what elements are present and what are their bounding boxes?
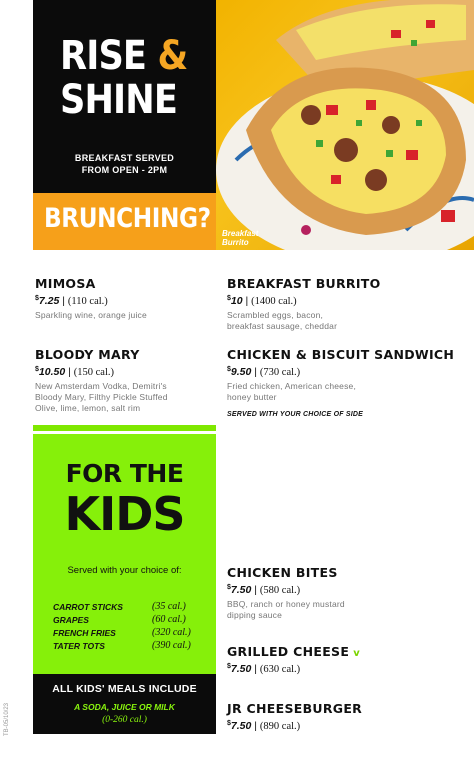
item-description [35, 310, 147, 321]
breakfast-burrito-photo [216, 0, 474, 250]
photo-caption [222, 229, 258, 247]
menu-item-grilled-cheese [227, 644, 360, 675]
item-name: GRILLED CHEESE [227, 644, 350, 659]
kids-includes-calories: (0-260 cal.) [102, 715, 147, 725]
item-name: CHICKEN & BISCUIT SANDWICH [227, 347, 455, 362]
currency-symbol: $ [227, 366, 231, 373]
menu-item-bloody-mary [35, 347, 168, 414]
item-price [227, 663, 360, 675]
item-description [227, 310, 381, 332]
description-line: Fried chicken, American cheese, [227, 381, 357, 391]
item-name: CHICKEN BITES [227, 565, 338, 580]
item-name: BLOODY MARY [35, 347, 140, 362]
side-calories: (320 cal.) [152, 627, 191, 638]
kids-includes-drinks: A SODA, JUICE OR MILK [74, 702, 175, 712]
description-line: breakfast sausage, cheddar [227, 321, 338, 331]
hero-title-line1: RISE [60, 33, 147, 79]
price-separator: | [245, 295, 249, 307]
price-separator: | [62, 295, 65, 307]
calorie-count: (730 cal.) [259, 367, 301, 378]
breakfast-hours-line2: FROM OPEN - 2PM [81, 165, 168, 175]
side-choice-note: SERVED WITH YOUR CHOICE OF SIDE [227, 411, 363, 418]
price-amount: 10 [230, 295, 243, 307]
price-separator: | [254, 663, 257, 675]
price-separator: | [68, 366, 71, 378]
item-price [35, 366, 168, 378]
side-row [53, 639, 203, 652]
side-name: TATER TOTS [53, 640, 105, 651]
breakfast-hours-line1: BREAKFAST SERVED [74, 153, 175, 163]
description-line: dipping sauce [227, 610, 283, 620]
description-line: Olive, lime, lemon, salt rim [35, 403, 141, 413]
item-description [227, 381, 454, 403]
kids-top-bar [33, 425, 216, 431]
price-separator: | [254, 366, 257, 378]
brunching-banner-text: BRUNCHING? [44, 203, 211, 234]
price-amount: 7.50 [230, 663, 252, 675]
vegetarian-icon: v [353, 648, 361, 659]
item-name: MIMOSA [35, 276, 96, 291]
side-calories: (390 cal.) [152, 640, 191, 651]
kids-heading-for-the: FOR THE [65, 459, 184, 488]
side-row [53, 613, 203, 626]
item-name: BREAKFAST BURRITO [227, 276, 381, 291]
item-name: JR CHEESEBURGER [227, 701, 363, 716]
print-code: TB-05/10/23 [4, 702, 10, 736]
price-amount: 9.50 [230, 366, 252, 378]
item-description [35, 381, 168, 414]
breakfast-hours [33, 152, 216, 176]
price-amount: 7.25 [38, 295, 60, 307]
description-line: Scrambled eggs, bacon, [227, 310, 324, 320]
menu-item-chicken-bites [227, 565, 345, 621]
photo-caption-line1: Breakfast [222, 229, 259, 238]
item-price [227, 295, 381, 307]
description-line: Bloody Mary, Filthy Pickle Stuffed [35, 392, 168, 402]
price-separator: | [254, 584, 257, 596]
price-amount: 7.50 [230, 584, 252, 596]
currency-symbol: $ [227, 663, 231, 670]
item-price [227, 584, 345, 596]
item-name-row [227, 644, 360, 659]
price-amount: 7.50 [230, 720, 252, 732]
hero-title [60, 34, 192, 122]
menu-item-chicken-biscuit [227, 347, 454, 418]
currency-symbol: $ [35, 366, 39, 373]
currency-symbol: $ [227, 720, 231, 727]
description-line: BBQ, ranch or honey mustard [227, 599, 345, 609]
side-row [53, 600, 203, 613]
kids-served-with: Served with your choice of: [67, 565, 182, 576]
menu-item-jr-cheeseburger [227, 701, 362, 732]
side-name: GRAPES [53, 614, 89, 625]
side-name: FRENCH FRIES [53, 627, 116, 638]
calorie-count: (630 cal.) [259, 664, 301, 675]
calorie-count: (580 cal.) [259, 585, 301, 596]
calorie-count: (1400 cal.) [251, 296, 297, 307]
kids-heading: KIDS [64, 487, 185, 541]
menu-item-mimosa [35, 276, 147, 321]
calorie-count: (110 cal.) [67, 296, 108, 307]
currency-symbol: $ [35, 295, 39, 302]
kids-includes-title: ALL KIDS' MEALS INCLUDE [52, 683, 197, 695]
price-separator: | [254, 720, 257, 732]
description-line: Sparkling wine, orange juice [35, 310, 147, 320]
item-price [227, 366, 454, 378]
side-row [53, 626, 203, 639]
hero-title-ampersand: & [157, 33, 188, 79]
description-line: honey butter [227, 392, 277, 402]
item-price [35, 295, 147, 307]
price-amount: 10.50 [38, 366, 66, 378]
burrito-illustration [216, 0, 474, 250]
item-price [227, 720, 362, 732]
currency-symbol: $ [227, 295, 231, 302]
item-description [227, 599, 345, 621]
kids-sides-list [53, 600, 203, 652]
photo-caption-line2: Burrito [222, 238, 249, 247]
description-line: New Amsterdam Vodka, Demitri's [35, 381, 167, 391]
currency-symbol: $ [227, 584, 231, 591]
side-calories: (60 cal.) [152, 614, 186, 625]
side-name: CARROT STICKS [53, 601, 123, 612]
calorie-count: (890 cal.) [259, 721, 301, 732]
menu-item-breakfast-burrito [227, 276, 381, 332]
calorie-count: (150 cal.) [73, 367, 114, 378]
side-calories: (35 cal.) [152, 601, 186, 612]
hero-title-line2: SHINE [60, 77, 178, 123]
